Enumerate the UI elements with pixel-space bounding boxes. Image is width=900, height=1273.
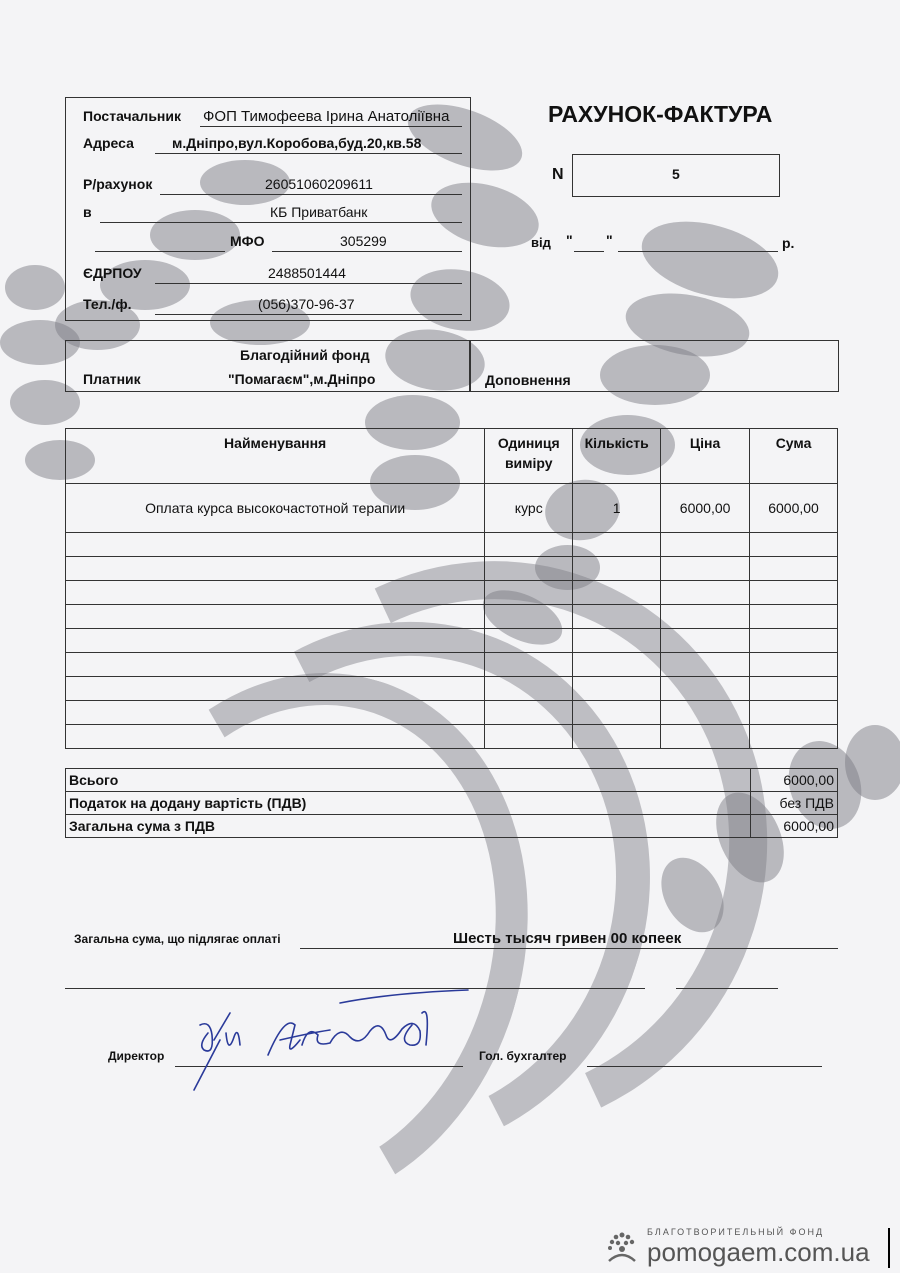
payer-line2: "Помагаєм",м.Дніпро (228, 371, 376, 387)
cell-qty: 1 (573, 484, 661, 533)
director-label: Директор (108, 1049, 165, 1063)
table-row (66, 484, 838, 533)
date-quote-open: " (566, 232, 573, 248)
total-value: 6000,00 (751, 769, 838, 792)
address-label: Адреса (83, 135, 134, 151)
col-header-sum: Сума (750, 429, 838, 484)
grand-total-label: Загальна сума з ПДВ (66, 815, 751, 838)
total-label: Всього (66, 769, 751, 792)
total-row (66, 769, 838, 792)
grand-total-value: 6000,00 (751, 815, 838, 838)
cell-sum: 6000,00 (750, 484, 838, 533)
table-header-row (66, 429, 838, 484)
supplier-box (65, 97, 471, 321)
phone-value: (056)370-96-37 (258, 296, 355, 312)
table-row (66, 557, 838, 581)
account-value: 26051060209611 (265, 176, 373, 192)
hand-icon (605, 1231, 639, 1265)
table-row (66, 701, 838, 725)
invoice-title: РАХУНОК-ФАКТУРА (548, 101, 773, 127)
col-header-unit: Одиниця виміру (485, 429, 573, 484)
number-label: N (552, 166, 564, 183)
table-row (66, 581, 838, 605)
edrpou-value: 2488501444 (268, 265, 346, 281)
vat-value: без ПДВ (751, 792, 838, 815)
cell-name: Оплата курса высокочастотной терапии (66, 484, 485, 533)
addition-label: Доповнення (485, 372, 571, 388)
date-label: від (531, 235, 551, 250)
supplier-value: ФОП Тимофеева Ірина Анатоліївна (203, 108, 450, 125)
table-row (66, 677, 838, 701)
account-label: Р/рахунок (83, 176, 153, 192)
number-value: 5 (672, 166, 680, 182)
table-row (66, 533, 838, 557)
edrpou-label: ЄДРПОУ (83, 265, 142, 281)
totals-table (65, 768, 838, 838)
bank-label: в (83, 204, 92, 220)
logo-site: pomogaem.com.ua (647, 1237, 870, 1267)
logo-tagline: БЛАГОТВОРИТЕЛЬНЫЙ ФОНД (647, 1227, 825, 1237)
table-row (66, 629, 838, 653)
foundation-logo (605, 1225, 895, 1269)
accountant-label: Гол. бухгалтер (479, 1049, 567, 1063)
amount-words-value: Шесть тысяч гривен 00 копеек (453, 930, 682, 947)
phone-label: Тел./ф. (83, 296, 132, 312)
cell-price: 6000,00 (661, 484, 750, 533)
payer-label: Платник (83, 371, 141, 387)
amount-words-label: Загальна сума, що підлягає оплаті (74, 932, 281, 946)
supplier-label: Постачальник (83, 108, 181, 124)
table-row (66, 653, 838, 677)
mfo-value: 305299 (340, 233, 387, 249)
table-row (66, 725, 838, 749)
grand-total-row (66, 815, 838, 838)
edge-mark (888, 1228, 890, 1268)
vat-row (66, 792, 838, 815)
cell-unit: курс (485, 484, 573, 533)
col-header-price: Ціна (661, 429, 750, 484)
col-header-qty: Кількість (573, 429, 661, 484)
bank-value: КБ Приватбанк (270, 204, 368, 220)
mfo-label: МФО (230, 233, 265, 249)
date-quote-close: " (606, 232, 613, 248)
table-row (66, 605, 838, 629)
payer-line1: Благодійний фонд (240, 347, 370, 363)
date-suffix: р. (782, 235, 795, 251)
address-value: м.Дніпро,вул.Коробова,буд.20,кв.58 (172, 135, 422, 151)
col-header-name: Найменування (66, 429, 485, 484)
items-table (65, 428, 838, 749)
vat-label: Податок на додану вартість (ПДВ) (66, 792, 751, 815)
director-signature (190, 985, 470, 1095)
